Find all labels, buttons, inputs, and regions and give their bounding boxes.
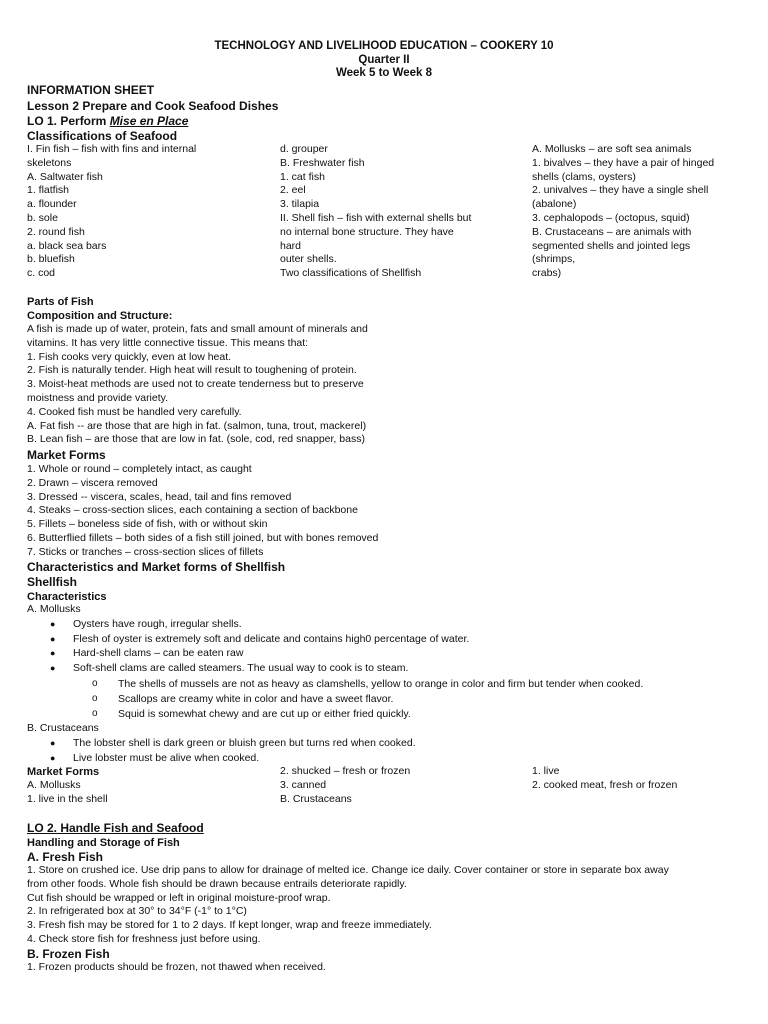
list-item bbox=[92, 677, 643, 692]
list-item bbox=[92, 692, 643, 707]
parts-of-fish-heading: Parts of Fish bbox=[27, 296, 94, 308]
class-line: B. Freshwater fish bbox=[280, 156, 365, 169]
bullet-icon: ● bbox=[50, 633, 56, 644]
bullet-text: Live lobster must be alive when cooked. bbox=[73, 751, 260, 764]
crustaceans-label: B. Crustaceans bbox=[27, 722, 99, 734]
sub-bullet-text: The shells of mussels are not as heavy as clamshells, yellow to orange in color and firm but tender when cooked. bbox=[118, 678, 644, 690]
classifications-col3 bbox=[532, 143, 714, 281]
class-line: d. grouper bbox=[280, 143, 328, 155]
class-line: hard bbox=[280, 239, 302, 252]
class-line: b. bluefish bbox=[27, 253, 75, 266]
composition-heading: Composition and Structure: bbox=[27, 310, 173, 322]
market-form-item: 3. Dressed -- viscera, scales, head, tail and fins removed bbox=[27, 490, 292, 503]
class-line: shells (clams, oysters) bbox=[532, 170, 636, 183]
list-item bbox=[50, 736, 416, 751]
lo1-heading bbox=[27, 114, 188, 128]
class-line: crabs) bbox=[532, 267, 562, 280]
bullet-icon: ● bbox=[50, 662, 56, 673]
bullet-icon: ● bbox=[50, 738, 56, 748]
classifications-col2 bbox=[280, 143, 471, 281]
class-line: 2. round fish bbox=[27, 225, 85, 238]
composition-line: B. Lean fish – are those that are low in fat. (sole, cod, red snapper, bass) bbox=[27, 433, 365, 446]
shellfish-market-forms bbox=[27, 765, 747, 809]
weeks-label: Week 5 to Week 8 bbox=[335, 67, 433, 79]
list-item bbox=[50, 751, 416, 766]
class-line: B. Crustaceans – are animals with bbox=[532, 225, 692, 238]
lesson-heading: Lesson 2 Prepare and Cook Seafood Dishes bbox=[27, 99, 279, 113]
composition-line: 4. Cooked fish must be handled very carefully. bbox=[27, 405, 242, 418]
lo1-prefix: LO 1. Perform bbox=[27, 114, 110, 128]
classifications-heading: Classifications of Seafood bbox=[27, 129, 178, 143]
class-line: (shrimps, bbox=[532, 253, 576, 266]
classifications-table bbox=[27, 143, 747, 283]
market-forms-list bbox=[27, 463, 378, 560]
shell-market-line: A. Mollusks bbox=[27, 779, 81, 791]
sub-bullet-text: Squid is somewhat chewy and are cut up or either fried quickly. bbox=[118, 707, 411, 720]
circle-bullet-icon: o bbox=[92, 707, 98, 719]
shell-market-line: B. Crustaceans bbox=[280, 792, 352, 805]
class-line: 1. bivalves – they have a pair of hinged bbox=[532, 156, 715, 169]
market-form-item: 7. Sticks or tranches – cross-section slices of fillets bbox=[27, 545, 264, 558]
class-line: 2. eel bbox=[280, 184, 306, 197]
composition-line: 2. Fish is naturally tender. High heat will result to toughening of protein. bbox=[27, 364, 357, 377]
class-line: A. Saltwater fish bbox=[27, 170, 103, 183]
composition-line: 1. Fish cooks very quickly, even at low heat. bbox=[27, 350, 232, 363]
market-form-item: 1. Whole or round – completely intact, as caught bbox=[27, 463, 252, 475]
class-line: I. Fin fish – fish with fins and internal bbox=[27, 143, 197, 155]
class-line: 3. tilapia bbox=[280, 198, 320, 211]
fresh-fish-text bbox=[27, 864, 669, 947]
class-line: no internal bone structure. They have bbox=[280, 225, 454, 238]
mollusk-sub-bullet-list bbox=[92, 677, 643, 721]
market-forms-heading: Market Forms bbox=[27, 448, 106, 462]
class-line: A. Mollusks – are soft sea animals bbox=[532, 143, 692, 155]
fresh-fish-line: Cut fish should be wrapped or left in original moisture-proof wrap. bbox=[27, 891, 331, 904]
bullet-icon: ● bbox=[50, 648, 56, 659]
shell-market-col3 bbox=[532, 765, 677, 793]
class-line: b. sole bbox=[27, 211, 58, 224]
bullet-icon: ● bbox=[50, 619, 56, 629]
document-header bbox=[0, 40, 768, 81]
circle-bullet-icon: o bbox=[92, 692, 98, 704]
bullet-text: Hard-shell clams – can be eaten raw bbox=[73, 647, 244, 660]
shellfish-characteristics-heading: Characteristics and Market forms of Shellfish bbox=[27, 560, 286, 574]
fresh-fish-line: from other foods. Whole fish should be drawn because entrails deteriorate rapidly. bbox=[27, 877, 407, 890]
class-line: a. flounder bbox=[27, 198, 77, 211]
class-line: outer shells. bbox=[280, 253, 337, 266]
frozen-fish-text bbox=[27, 961, 326, 975]
class-line: (abalone) bbox=[532, 198, 577, 211]
fresh-fish-line: 3. Fresh fish may be stored for 1 to 2 days. If kept longer, wrap and freeze immediately. bbox=[27, 919, 432, 932]
class-line: 2. univalves – they have a single shell bbox=[532, 184, 709, 197]
sub-bullet-text: Scallops are creamy white in color and have a sweet flavor. bbox=[118, 692, 394, 705]
shell-market-heading: Market Forms bbox=[27, 766, 100, 778]
class-line: a. black sea bars bbox=[27, 239, 107, 252]
crustacean-bullet-list bbox=[50, 736, 416, 765]
bullet-text: The lobster shell is dark green or bluish green but turns red when cooked. bbox=[73, 737, 416, 749]
shell-market-line: 3. canned bbox=[280, 778, 327, 791]
bullet-icon: ● bbox=[50, 752, 56, 763]
lo2-heading: LO 2. Handle Fish and Seafood bbox=[27, 821, 204, 835]
shell-market-line: 2. cooked meat, fresh or frozen bbox=[532, 778, 678, 791]
fresh-fish-line: 2. In refrigerated box at 30° to 34°F (-1° to 1°C) bbox=[27, 905, 247, 918]
quarter-label: Quarter II bbox=[358, 53, 410, 66]
circle-bullet-icon: o bbox=[92, 678, 98, 689]
market-form-item: 4. Steaks – cross-section slices, each containing a section of backbone bbox=[27, 504, 358, 517]
frozen-fish-heading: B. Frozen Fish bbox=[27, 947, 110, 961]
market-form-item: 5. Fillets – boneless side of fish, with or without skin bbox=[27, 518, 268, 531]
handling-storage-heading: Handling and Storage of Fish bbox=[27, 837, 180, 849]
list-item bbox=[50, 661, 469, 676]
composition-text bbox=[27, 323, 368, 447]
composition-line: moistness and provide variety. bbox=[27, 391, 169, 404]
fresh-fish-line: 4. Check store fish for freshness just before using. bbox=[27, 932, 261, 945]
composition-line: 3. Moist-heat methods are used not to create tenderness but to preserve bbox=[27, 378, 364, 391]
class-line: 1. flatfish bbox=[27, 184, 70, 197]
shell-market-line: 1. live bbox=[532, 765, 560, 777]
market-form-item: 6. Butterflied fillets – both sides of a fish still joined, but with bones removed bbox=[27, 531, 379, 544]
document-title: TECHNOLOGY AND LIVELIHOOD EDUCATION – COOKERY 10 bbox=[214, 40, 554, 52]
class-line: II. Shell fish – fish with external shells but bbox=[280, 211, 472, 224]
composition-line: A fish is made up of water, protein, fats and small amount of minerals and bbox=[27, 323, 368, 335]
characteristics-heading: Characteristics bbox=[27, 591, 107, 603]
class-line: 1. cat fish bbox=[280, 170, 325, 183]
lo1-mise-en-place: Mise en Place bbox=[109, 114, 189, 128]
class-line: skeletons bbox=[27, 156, 72, 169]
class-line: segmented shells and jointed legs bbox=[532, 239, 691, 252]
fresh-fish-heading: A. Fresh Fish bbox=[27, 850, 104, 864]
fresh-fish-line: 1. Store on crushed ice. Use drip pans to allow for drainage of melted ice. Change ice daily. Cover container or store in separate box away bbox=[27, 864, 669, 876]
bullet-text: Soft-shell clams are called steamers. The usual way to cook is to steam. bbox=[73, 661, 409, 674]
market-form-item: 2. Drawn – viscera removed bbox=[27, 476, 158, 489]
shell-market-line: 2. shucked – fresh or frozen bbox=[280, 765, 411, 777]
composition-line: A. Fat fish -- are those that are high in fat. (salmon, tuna, trout, mackerel) bbox=[27, 419, 367, 432]
shellfish-heading: Shellfish bbox=[27, 575, 78, 589]
shell-market-col2 bbox=[280, 765, 410, 806]
bullet-text: Oysters have rough, irregular shells. bbox=[73, 618, 242, 630]
list-item bbox=[50, 646, 469, 661]
mollusk-bullet-list bbox=[50, 617, 469, 675]
frozen-fish-line: 1. Frozen products should be frozen, not thawed when received. bbox=[27, 961, 326, 973]
shell-market-line: 1. live in the shell bbox=[27, 792, 108, 805]
composition-line: vitamins. It has very little connective tissue. This means that: bbox=[27, 336, 309, 349]
mollusks-label: A. Mollusks bbox=[27, 603, 81, 615]
list-item bbox=[92, 707, 643, 722]
shell-market-col1 bbox=[27, 765, 108, 807]
class-line: Two classifications of Shellfish bbox=[280, 267, 422, 280]
class-line: c. cod bbox=[27, 267, 56, 280]
classifications-col1 bbox=[27, 143, 196, 281]
class-line: 3. cephalopods – (octopus, squid) bbox=[532, 211, 690, 224]
info-sheet-heading: INFORMATION SHEET bbox=[27, 83, 155, 97]
bullet-text: Flesh of oyster is extremely soft and delicate and contains high0 percentage of water. bbox=[73, 632, 470, 645]
list-item bbox=[50, 632, 469, 647]
list-item bbox=[50, 617, 469, 632]
